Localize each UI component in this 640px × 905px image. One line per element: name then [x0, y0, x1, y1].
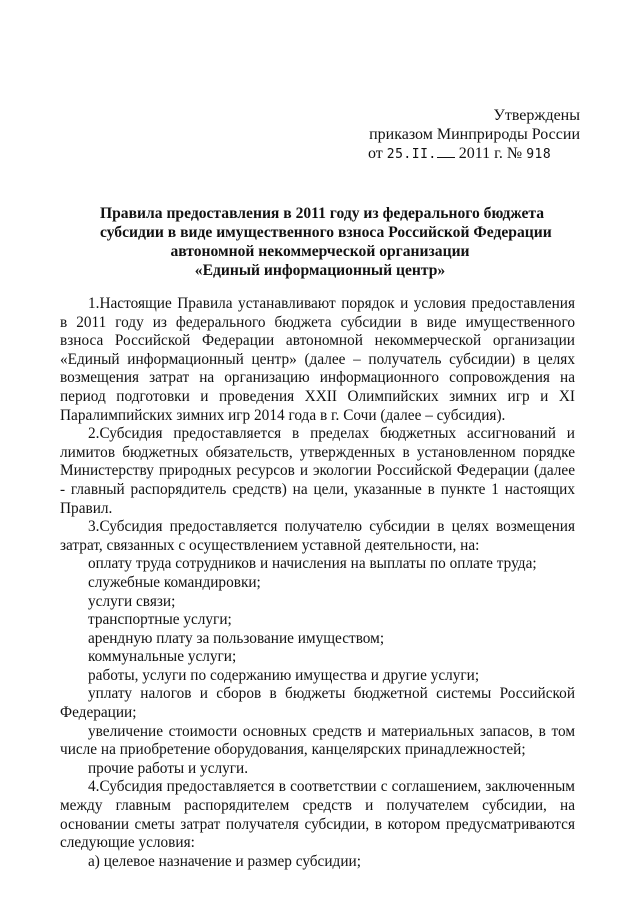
list-item: коммунальные услуги;: [88, 648, 237, 666]
title-line-4: «Единый информационный центр»: [194, 262, 446, 279]
list-item: служебные командировки;: [88, 573, 261, 591]
order-date-line: [360, 144, 580, 164]
paragraph-2: 2.Субсидия предоставляется в пределах бюджетных ассигнований и лимитов бюджетных обязательств, утвержденных в установленном порядке Министерству природных ресурсов и экологии Российской Федерации (далее - главный распорядитель средств) на цели, указанные в пункте 1 настоящих Правил.: [60, 425, 575, 517]
order-prefix: от: [368, 145, 383, 162]
list-item: прочие работы и услуги.: [88, 759, 249, 777]
list-item: арендную плату за пользование имуществом;: [88, 629, 385, 647]
paragraph-4: 4.Субсидия предоставляется в соответствии с соглашением, заключенным между главным распорядителем средств и получателем субсидии, на основании сметы затрат получателя субсидии, в котором предусматриваются следующие условия:: [60, 778, 575, 852]
list-item: услуги связи;: [88, 592, 176, 610]
document-title: [100, 204, 552, 280]
document-body: [60, 295, 575, 871]
list-item: транспортные услуги;: [88, 611, 232, 629]
order-year: 2011 г.: [458, 145, 503, 162]
paragraph-1: 1.Настоящие Правила устанавливают порядок и условия предоставления в 2011 году из федерального бюджета субсидии в виде имущественного взноса Российской Федерации автономной некоммерческой организации «Единый информационный центр» (далее – получатель субсидии) в целях возмещения затрат на организацию информационного сопровождения на период подготовки и проведения XXII Олимпийских зимних игр и XI Паралимпийских зимних игр 2014 года в г. Сочи (далее – субсидия).: [60, 295, 575, 424]
date-underline: [437, 145, 455, 158]
title-line-2: субсидии в виде имущественного взноса Российской Федерации: [100, 224, 552, 241]
approval-stamp: [360, 106, 580, 164]
approval-order-line: приказом Минприроды России: [369, 126, 580, 143]
order-number-sign: №: [506, 145, 523, 162]
title-line-3: автономной некоммерческой организации: [170, 243, 470, 260]
order-date-handwritten: 25.II.: [386, 147, 437, 162]
list-item: уплату налогов и сборов в бюджеты бюджетной системы Российской Федерации;: [60, 685, 575, 722]
approval-line: Утверждены: [493, 107, 580, 124]
list-item: работы, услуги по содержанию имущества и другие услуги;: [88, 666, 480, 684]
title-line-1: Правила предоставления в 2011 году из федерального бюджета: [100, 205, 545, 222]
paragraph-3: 3.Субсидия предоставляется получателю субсидии в целях возмещения затрат, связанных с осуществлением уставной деятельности, на:: [60, 518, 575, 554]
list-item: оплату труда сотрудников и начисления на выплаты по оплате труда;: [88, 555, 537, 573]
list-item: а) целевое назначение и размер субсидии;: [88, 852, 361, 870]
order-number-handwritten: 918: [526, 147, 552, 162]
list-item: увеличение стоимости основных средств и материальных запасов, в том числе на приобретение оборудования, канцелярских принадлежностей;: [60, 722, 575, 759]
